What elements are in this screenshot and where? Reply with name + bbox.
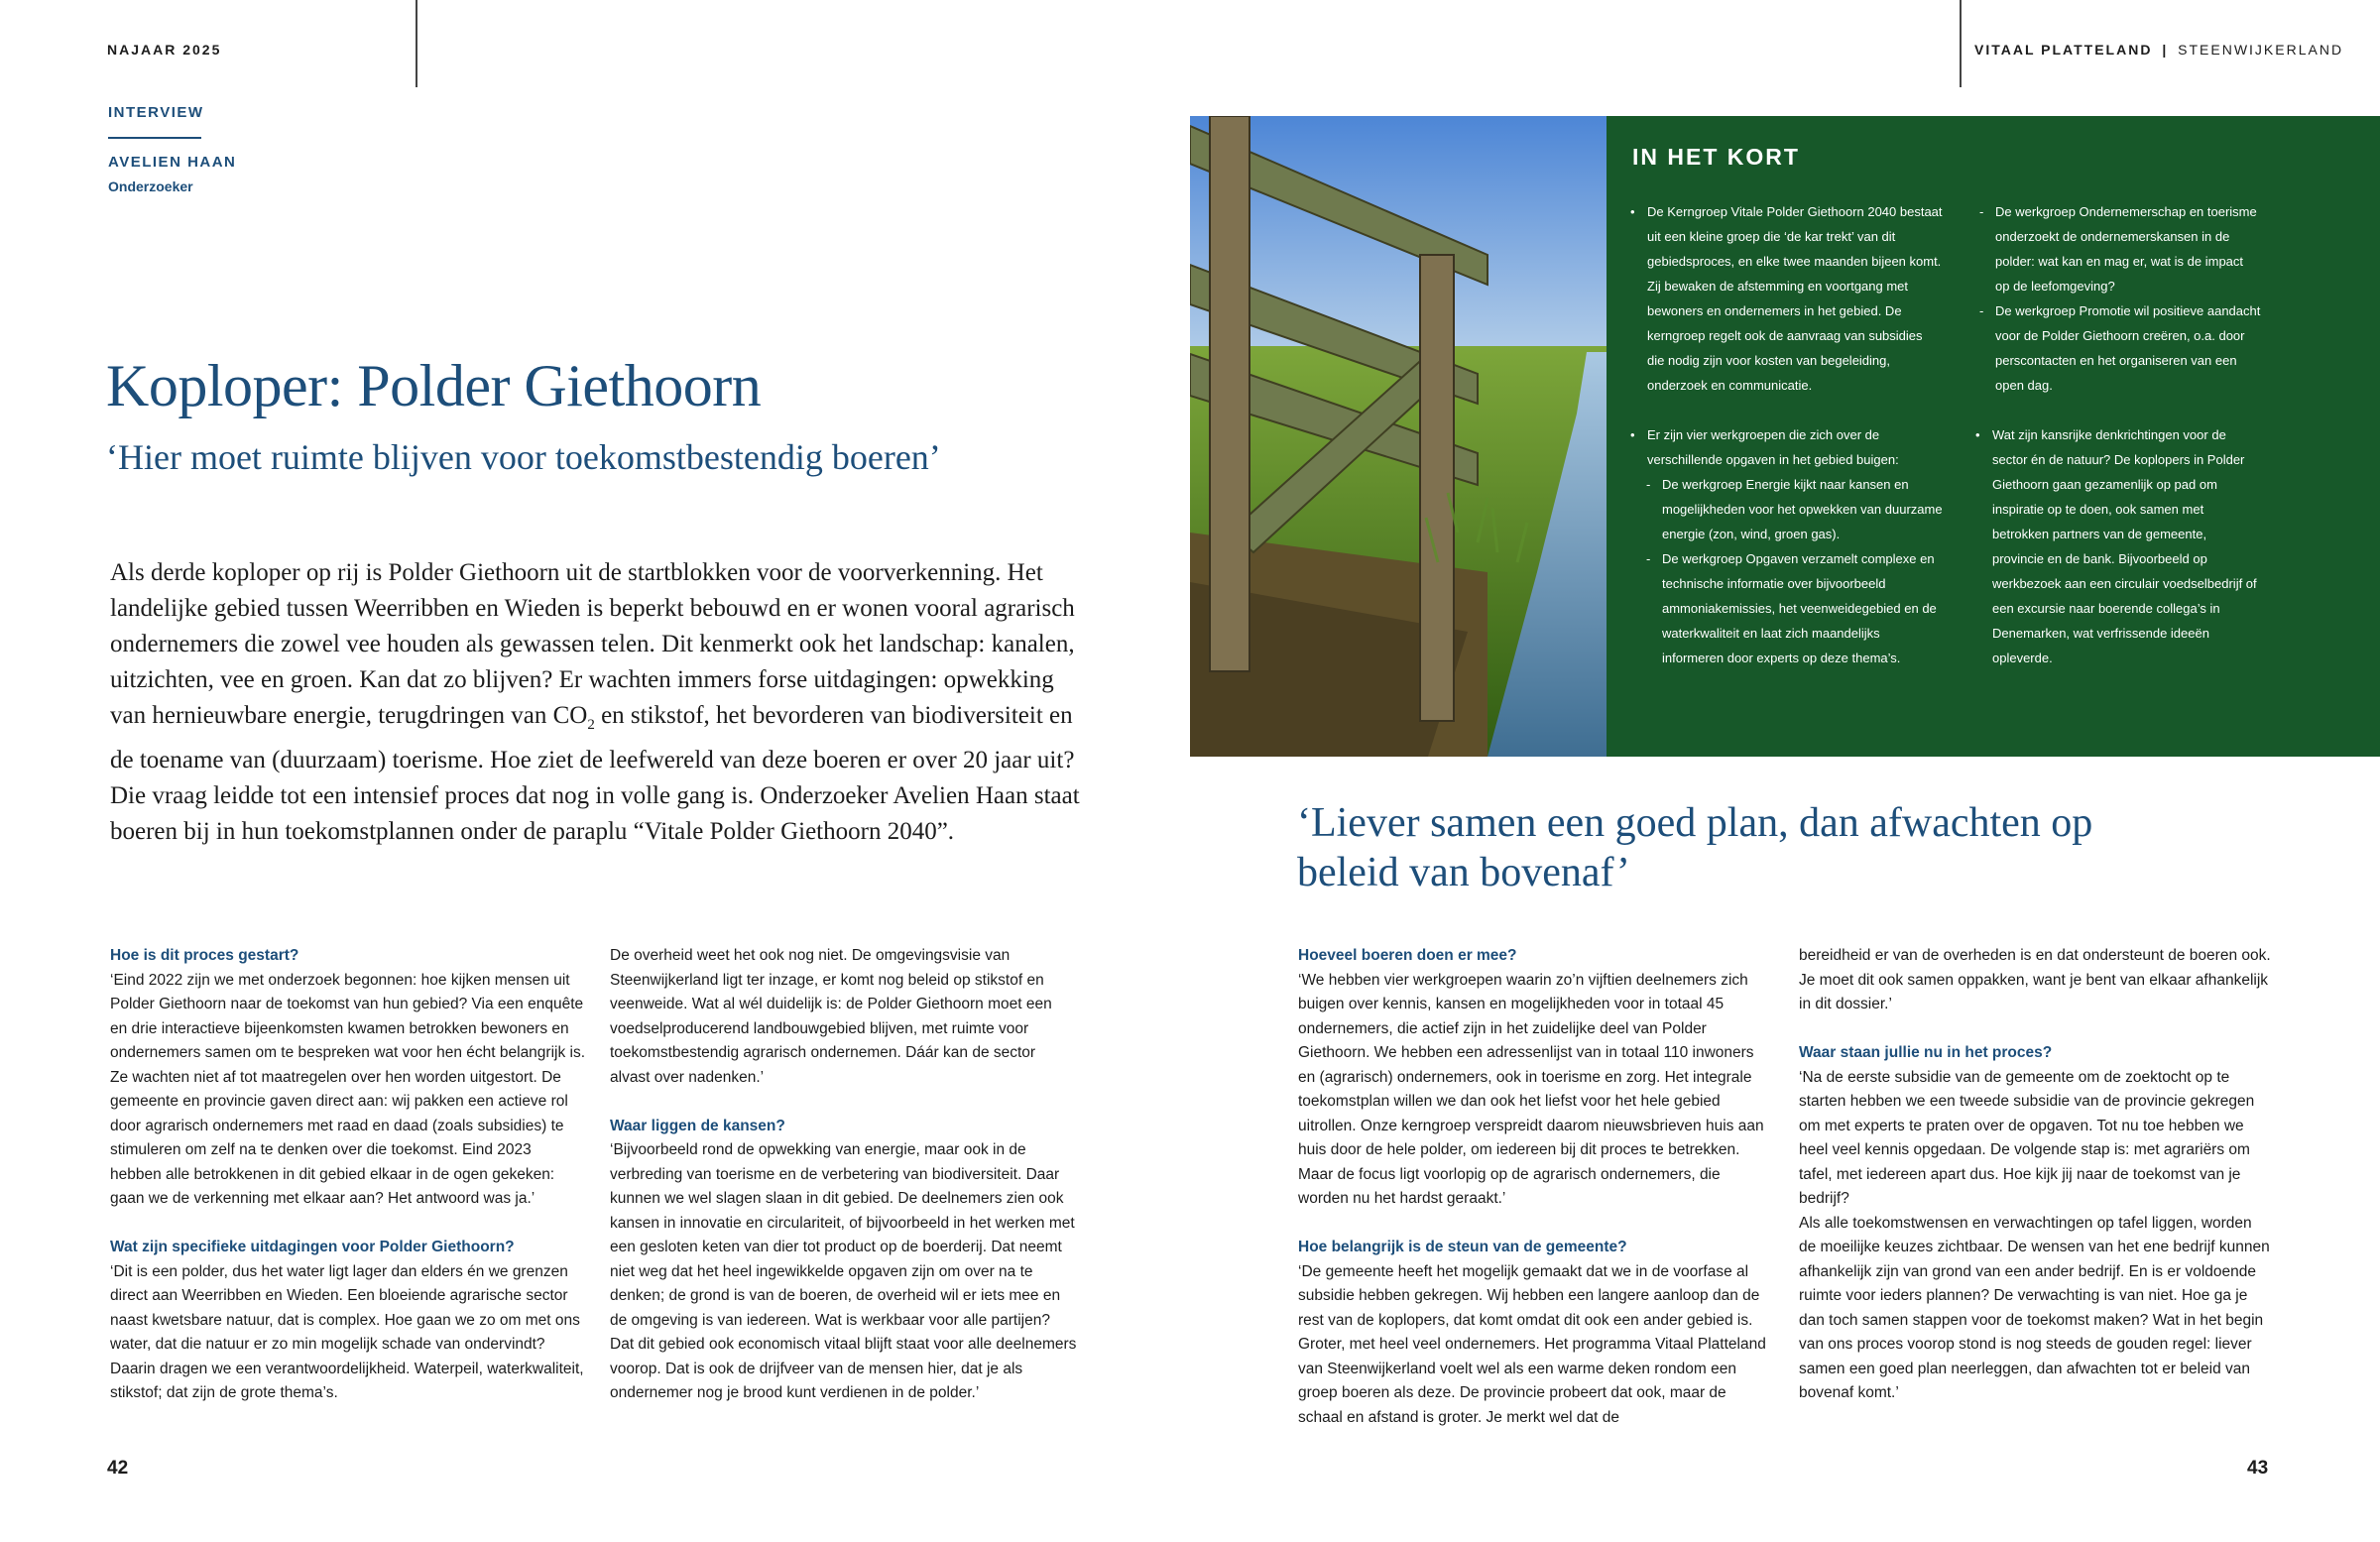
intro-subscript: 2 [587, 717, 595, 733]
question-kansen: Waar liggen de kansen? [610, 1117, 785, 1134]
in-het-kort-heading: IN HET KORT [1632, 144, 1800, 170]
answer-kansen: ‘Bijvoorbeeld rond de opwekking van energie, maar ook in de verbreding van toerisme en de verbetering van biodiversiteit. Daar kunnen we wel slagen slaan in dit gebied. De deelnemers zien ook kansen in innovatie en circulariteit, of bijvoorbeeld in het werken met een gesloten keten van dier tot product op de boerderij. Dat neemt niet weg dat het heel ingewikkelde opgaven zijn om over na te denken; de grond is van de boeren, de overheid wil er iets mee en de omgeving is van iedereen. Wat is werkbaar voor alle partijen? Dat dit gebied ook economisch vitaal blijft staat voor alle deelnemers voorop. Dat is ook de drijfveer van de mensen hier, dat je als ondernemer nog je brood kunt verdienen in de polder.’ [610, 1141, 1077, 1401]
question-waar-staan-jullie: Waar staan jullie nu in het proces? [1799, 1044, 2053, 1061]
running-header-left: NAJAAR 2025 [107, 42, 222, 58]
in-het-kort-column-2 [1964, 199, 2261, 670]
answer-uitdagingen-continued: De overheid weet het ook nog niet. De omgevingsvisie van Steenwijkerland ligt ter inzage, er komt nog beleid op stikstof en veenweide. Wat al wél duidelijk is: de Polder Giethoorn moet een voedselproducerend landbouwgebied blijven, met ruimte voor toekomstbestendig agrarisch ondernemen. Dáár kan de sector alvast over nadenken.’ [610, 947, 1052, 1086]
page-number-left: 42 [107, 1458, 129, 1479]
in-het-kort-column-1 [1630, 199, 1943, 670]
kort-bullet-kerngroep: • De Kerngroep Vitale Polder Giethoorn 2040 bestaat uit een kleine groep die ‘de kar trekt’ van dit gebiedsproces, en elke twee maanden bijeen komt. Zij bewaken de afstemming en voortgang met bewoners en ondernemers in het gebied. De kerngroep regelt ook de aanvraag van subsidies die nodig zijn voor kosten van begeleiding, onderzoek en communicatie. [1630, 199, 1943, 398]
label-divider [108, 137, 201, 139]
pull-quote: ‘Liever samen een goed plan, dan afwachten op beleid van bovenaf’ [1297, 800, 2093, 895]
body-column-4 [1799, 944, 2271, 1406]
body-column-3 [1298, 944, 1770, 1430]
answer-proces-gestart: ‘Eind 2022 zijn we met onderzoek begonnen: hoe kijken mensen uit Polder Giethoorn naar de toekomst van hun gebied? Via een enquête en drie interactieve bijeenkomsten kwamen betrokken bewoners en ondernemers samen om te bespreken wat voor hen écht belangrijk is. Ze wachten niet af tot maatregelen over hen worden uitgestort. De gemeente en provincie gaven direct aan: wij pakken een actieve rol door agrarisch ondernemers met raad en daad (zoals subsidies) te stimuleren om zelf na te denken over die toekomst. Eind 2023 hebben alle betrokkenen in dit gebied elkaar in de ogen gekeken: gaan we de verkenning met elkaar aan? Het antwoord was ja.’ [110, 971, 586, 1207]
running-header-right [1974, 42, 2343, 58]
author-role: Onderzoeker [108, 178, 193, 194]
header-divider-right [1960, 0, 1962, 87]
running-header-right-light: STEENWIJKERLAND [2178, 42, 2344, 58]
body-column-2 [610, 944, 1078, 1406]
kort-sub-energie: - De werkgroep Energie kijkt naar kansen en mogelijkheden voor het opwekken van duurzame energie (zon, wind, groen gas). [1630, 472, 1943, 546]
article-title: Koploper: Polder Giethoorn [106, 353, 762, 418]
section-label: INTERVIEW [108, 104, 204, 121]
in-het-kort-box [1606, 116, 2380, 757]
question-hoeveel-boeren: Hoeveel boeren doen er mee? [1298, 947, 1517, 964]
body-column-1 [110, 944, 586, 1406]
answer-hoeveel-boeren: ‘We hebben vier werkgroepen waarin zo’n vijftien deelnemers zich buigen over kennis, kansen en mogelijkheden voor in totaal 45 ondernemers, die actief zijn in het zuidelijke deel van Polder Giethoorn. We hebben een adressenlijst van in totaal 110 inwoners en (agrarisch) ondernemers, ook in toerisme en zorg. Het integrale toekomstplan willen we dan ook het liefst voor het hele gebied uitrollen. Onze kerngroep verspreidt daarom nieuwsbrieven huis aan huis door de hele polder, om iedereen bij dit proces te betrekken. Maar de focus ligt voorlopig op de agrarisch ondernemers, die worden nu het hardst geraakt.’ [1298, 971, 1764, 1207]
kort-sub-promotie: - De werkgroep Promotie wil positieve aandacht voor de Polder Giethoorn creëren, o.a. door perscontacten en het organiseren van een open dag. [1964, 298, 2261, 398]
running-header-right-bold: VITAAL PLATTELAND [1974, 42, 2153, 58]
intro-paragraph [110, 555, 1086, 850]
kort-bullet-werkgroepen: • Er zijn vier werkgroepen die zich over de verschillende opgaven in het gebied buigen: [1630, 422, 1943, 472]
article-subtitle: ‘Hier moet ruimte blijven voor toekomstbestendig boeren’ [106, 437, 941, 477]
running-header-separator: | [2162, 42, 2169, 58]
kort-bullet-denkrichtingen: • Wat zijn kansrijke denkrichtingen voor de sector én de natuur? De koplopers in Polder Giethoorn gaan gezamenlijk op pad om inspiratie op te doen, ook samen met betrokken partners van de gemeente, provincie en de bank. Bijvoorbeeld op werkbezoek aan een circulair voedselbedrijf of een excursie naar boerende collega’s in Denemarken, wat verfrissende ideeën opleverde. [1975, 422, 2261, 670]
page-number-right: 43 [2247, 1458, 2269, 1479]
answer-waar-staan-jullie: ‘Na de eerste subsidie van de gemeente om de zoektocht op te starten hebben we een tweede subsidie van de provincie gekregen om met experts te praten over de opgaven. Tot nu toe hebben we heel veel kennis opgedaan. De volgende stap is: met agrariërs om tafel, met iedereen apart dus. Hoe kijk jij naar de toekomst van je bedrijf? [1799, 1068, 2255, 1207]
author-name: AVELIEN HAAN [108, 154, 237, 171]
intro-text-part2: en stikstof, het bevorderen van biodiversiteit en de toename van (duurzaam) toerisme. Hoe ziet de leefwereld van deze boeren er over 20 jaar uit? Die vraag leidde tot een intensief proces dat nog in volle gang is. Onderzoeker Avelien Haan staat boeren bij in hun toekomstplannen onder de paraplu “Vitale Polder Giethoorn 2040”. [110, 702, 1080, 845]
question-proces-gestart: Hoe is dit proces gestart? [110, 947, 299, 964]
kort-sub-opgaven: - De werkgroep Opgaven verzamelt complexe en technische informatie over bijvoorbeeld ammoniakemissies, het veenweidegebied en de waterkwaliteit en laat zich maandelijks informeren door experts op deze thema’s. [1630, 546, 1943, 670]
question-steun-gemeente: Hoe belangrijk is de steun van de gemeente? [1298, 1239, 1627, 1255]
answer-waar-staan-jullie-2: Als alle toekomstwensen en verwachtingen op tafel liggen, worden de moeilijke keuzes zichtbaar. De wensen van het ene bedrijf kunnen afhankelijk zijn van grond van een ander bedrijf. En is er voldoende ruimte voor ieders plannen? De verwachting is van niet. Hoe ga je dan toch samen stappen voor de toekomst maken? Wat in het begin van ons proces voorop stond is nog steeds de gouden regel: liever samen een goed plan neerleggen, dan afwachten tot er beleid van bovenaf komt.’ [1799, 1214, 2270, 1401]
answer-steun-gemeente: ‘De gemeente heeft het mogelijk gemaakt dat we in de voorfase al subsidie hebben gekregen. Wij hebben een langere aanloop dan de rest van de koplopers, dat komt omdat dit ook een ander gebied is. Groter, met heel veel ondernemers. Het programma Vitaal Platteland van Steenwijkerland voelt wel als een warme deken rondom een groep boeren als deze. De provincie probeert dat ook, maar de schaal en afstand is groter. Je merkt wel dat de [1298, 1262, 1766, 1426]
intro-text-part1: Als derde koploper op rij is Polder Giethoorn uit de startblokken voor de voorverkenning. Het landelijke gebied tussen Weerribben en Wieden is beperkt bebouwd en er wonen vooral agrarisch ondernemers die zowel vee houden als gewassen telen. Dit kenmerkt ook het landschap: kanalen, uitzichten, vee en groen. Kan dat zo blijven? Er wachten immers forse uitdagingen: opwekking van hernieuwbare energie, terugdringen van CO [110, 559, 1075, 729]
question-uitdagingen: Wat zijn specifieke uitdagingen voor Polder Giethoorn? [110, 1239, 515, 1255]
header-divider-left [416, 0, 417, 87]
photo-illustration [1190, 116, 1606, 757]
kort-sub-ondernemerschap: - De werkgroep Ondernemerschap en toerisme onderzoekt de ondernemerskansen in de polder: wat kan en mag er, wat is de impact op de leefomgeving? [1964, 199, 2261, 298]
answer-uitdagingen: ‘Dit is een polder, dus het water ligt lager dan elders én we grenzen direct aan Weerribben en Wieden. Een bloeiende agrarische sector naast kwetsbare natuur, dat is complex. Hoe gaan we zo om met ons water, dat die natuur er zo min mogelijk schade van ondervindt? Daarin dragen we een verantwoordelijkheid. Waterpeil, waterkwaliteit, stikstof; dat zijn de grote thema’s. [110, 1262, 584, 1401]
answer-steun-gemeente-continued: bereidheid er van de overheden is en dat ondersteunt de boeren ook. Je moet dit ook samen oppakken, want je bent van elkaar afhankelijk in dit dossier.’ [1799, 947, 2271, 1012]
photo-fence-polder [1190, 116, 1606, 757]
